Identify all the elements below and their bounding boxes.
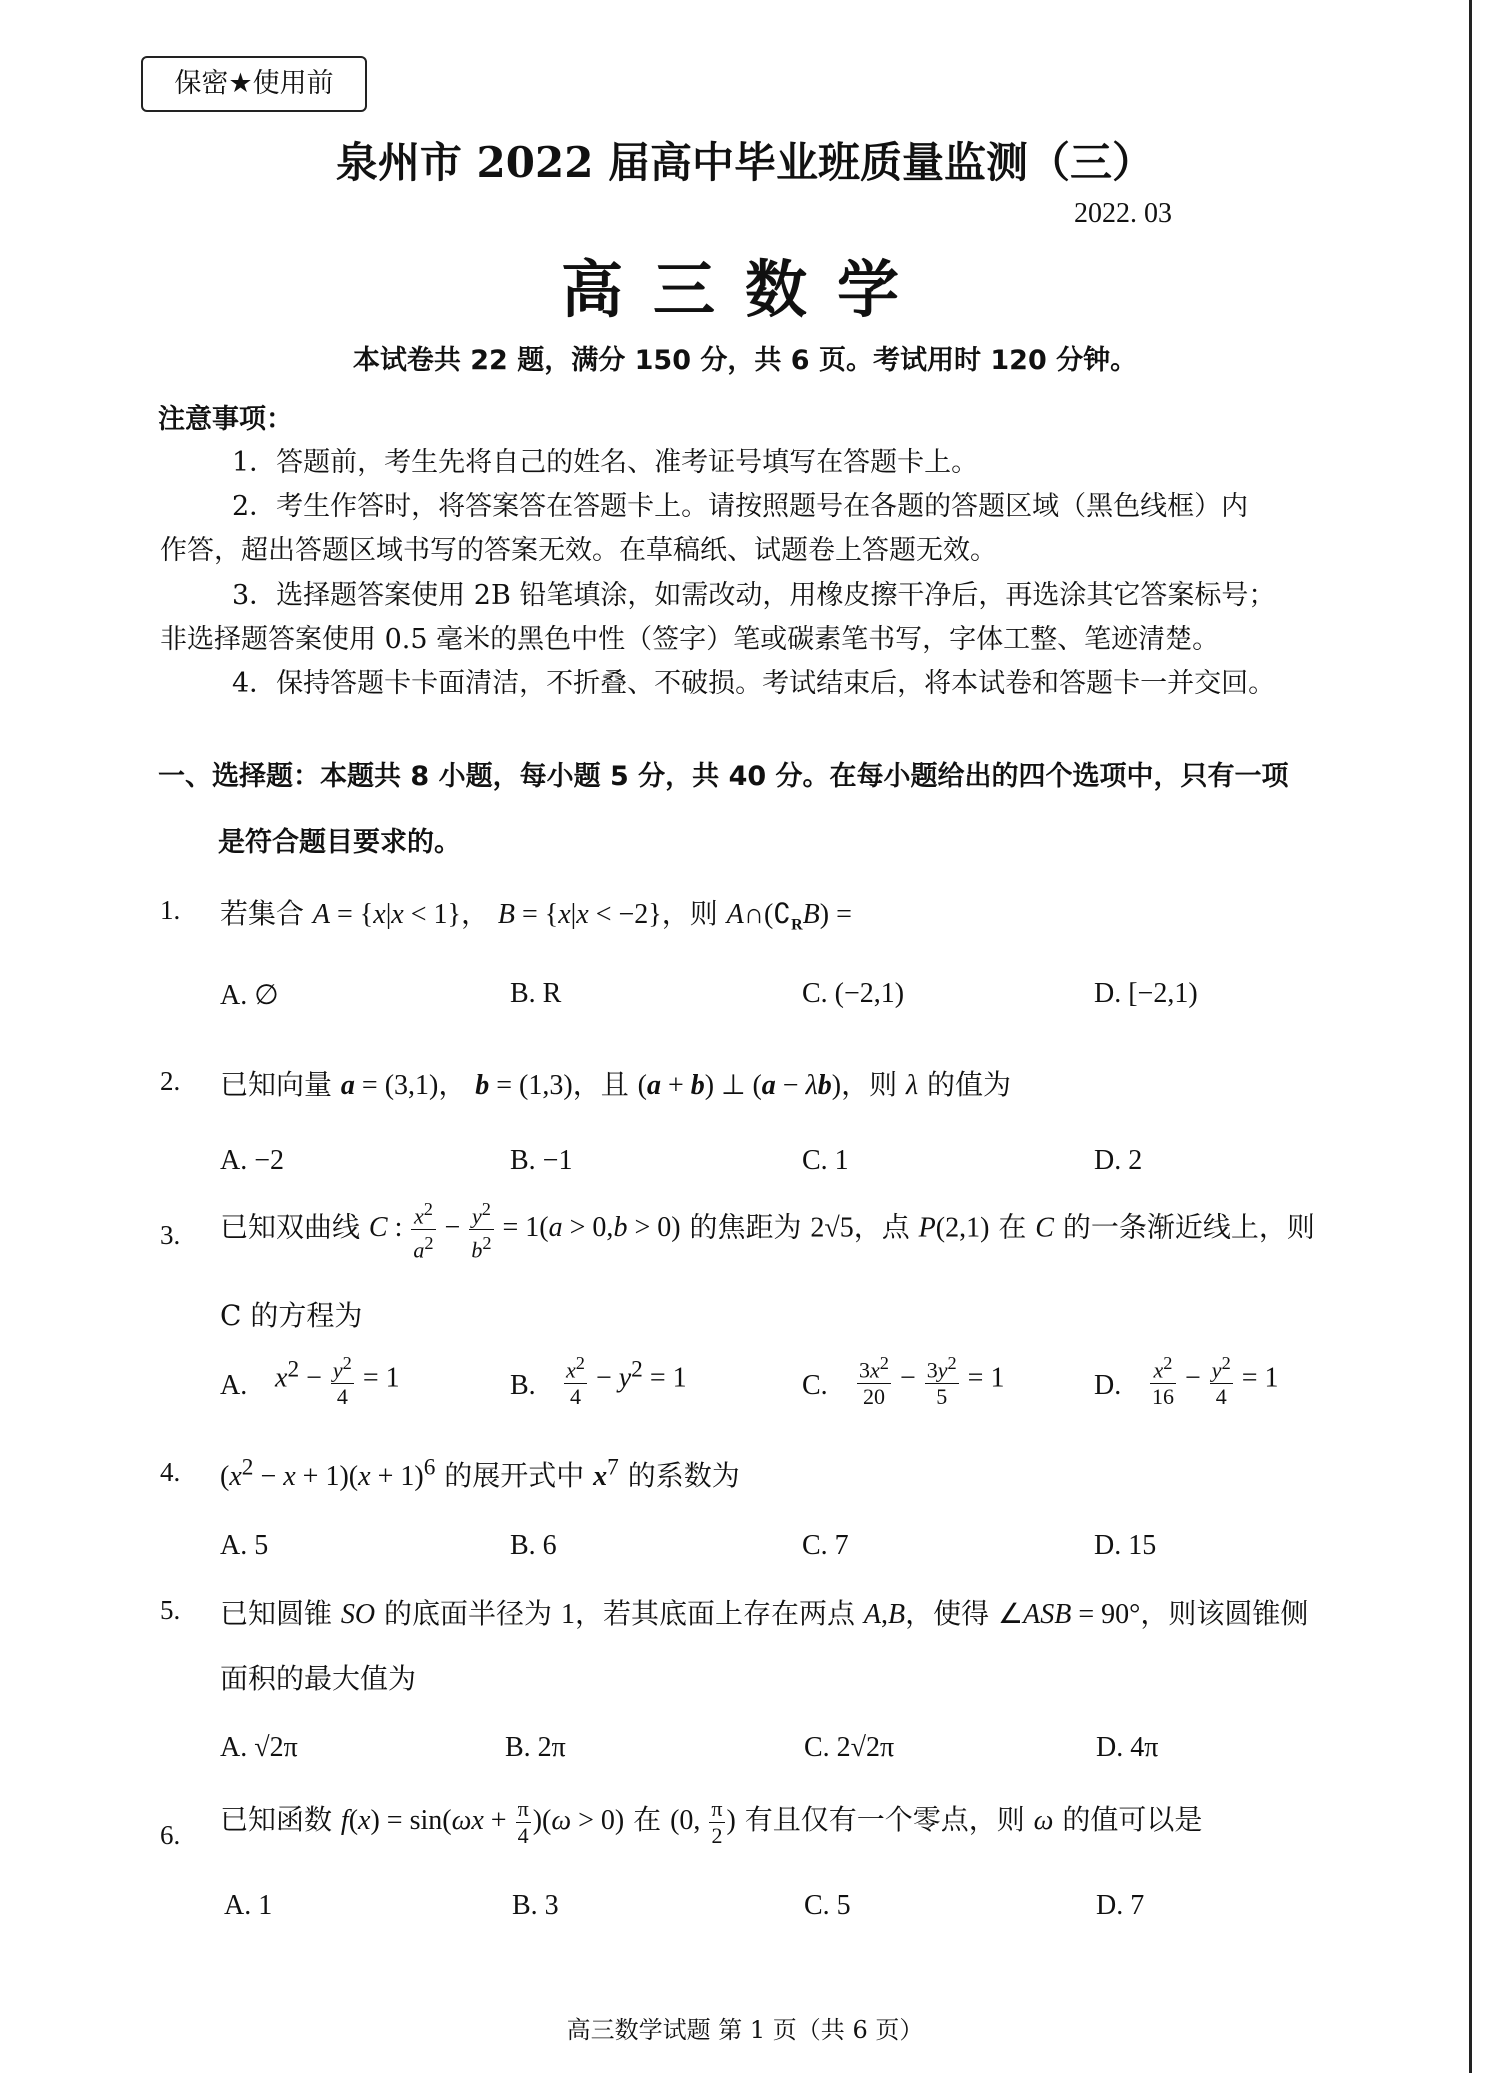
- exam-info: 本试卷共 22 题，满分 150 分，共 6 页。考试用时 120 分钟。: [352, 345, 1138, 376]
- question-number: 3.: [160, 1220, 181, 1250]
- question-3-text: 已知双曲线 C : $\frac{x^2}{a^2}$ − $\frac{y^2}{b^2}$ = 1(a > 0,b > 0) 的焦距为 2√5，点 P(2,1) 在 C 的一条渐近线上，则: [220, 1199, 1315, 1263]
- option-3b-formula: $\frac{x^2}{4}$ − $y^2 = 1$: [566, 1353, 687, 1410]
- option: B. R: [510, 978, 562, 1009]
- notice-line: 非选择题答案使用 0.5 毫米的黑色中性（签字）笔或碳素笔书写，字体工整、笔迹清楚。: [160, 624, 1220, 655]
- question-number: 1.: [160, 895, 181, 925]
- option: B. −1: [510, 1145, 573, 1176]
- option: D. 2: [1094, 1145, 1143, 1176]
- notice-line: 2．考生作答时，将答案答在答题卡上。请按照题号在各题的答题区域（黑色线框）内: [232, 491, 1249, 522]
- option: C. 2√2π: [804, 1732, 895, 1763]
- option: A. −2: [220, 1145, 285, 1176]
- question-5-text: 已知圆锥 SO 的底面半径为 1，若其底面上存在两点 A,B，使得 ∠ASB = 90°，则该圆锥侧: [220, 1597, 1309, 1630]
- page-footer: 高三数学试题 第 1 页（共 6 页）: [566, 2016, 924, 2044]
- question-4-text: $(x^2 - x + 1)(x + 1)^6$ 的展开式中 $x^7$ 的系数为: [220, 1454, 740, 1492]
- question-2-text: 已知向量 a = (3,1)， b = (1,3)，且 (a + b) ⊥ (a − λb)，则 λ 的值为: [220, 1068, 1012, 1101]
- option: A. ∅: [220, 980, 279, 1011]
- subject-title: 高三数学: [560, 253, 929, 326]
- option-3c-formula: $\frac{3x^2}{20}$ − $\frac{3y^2}{5}$ = 1: [859, 1353, 1005, 1410]
- option: C. 5: [804, 1890, 851, 1921]
- question-1-text: 若集合 A = {x|x < 1}， B = {x|x < −2}，则 $A\cap(∁_RB)$ =: [220, 897, 852, 934]
- option: D. 15: [1094, 1530, 1157, 1561]
- notice-line: 4．保持答题卡卡面清洁，不折叠、不破损。考试结束后，将本试卷和答题卡一并交回。: [232, 668, 1276, 699]
- option: A. 1: [224, 1890, 273, 1921]
- question-3-text-line2: C 的方程为: [220, 1299, 363, 1332]
- question-number: 6.: [160, 1820, 181, 1850]
- option: C. (−2,1): [802, 978, 905, 1009]
- exam-date: 2022. 03: [1074, 198, 1172, 229]
- option-letter: A.: [220, 1370, 248, 1401]
- exam-title: 泉州市 2022 届高中毕业班质量监测（三）: [335, 138, 1155, 187]
- option: A. 5: [220, 1530, 269, 1561]
- option: B. 2π: [505, 1732, 566, 1763]
- section-title: 一、选择题：本题共 8 小题，每小题 5 分，共 40 分。在每小题给出的四个选项中，只有一项: [158, 761, 1289, 792]
- section-title: 是符合题目要求的。: [218, 827, 461, 858]
- option: A. √2π: [220, 1732, 298, 1763]
- question-number: 5.: [160, 1595, 181, 1625]
- option: C. 1: [802, 1145, 849, 1176]
- option: C. 7: [802, 1530, 849, 1561]
- question-number: 4.: [160, 1457, 181, 1487]
- option-letter: D.: [1094, 1370, 1122, 1401]
- option-letter: C.: [802, 1370, 828, 1401]
- option: D. 7: [1096, 1890, 1145, 1921]
- option: B. 3: [512, 1890, 559, 1921]
- question-5-text-line2: 面积的最大值为: [220, 1662, 417, 1695]
- option-letter: B.: [510, 1370, 536, 1401]
- question-6-text: 已知函数 f(x) = sin(ωx + $\frac{\pi}{4}$ )(ω > 0) 在 (0, $\frac{\pi}{2}$ ) 有且仅有一个零点，则 ω 的值可以是: [220, 1796, 1203, 1848]
- option: B. 6: [510, 1530, 557, 1561]
- question-number: 2.: [160, 1066, 181, 1096]
- notice-line: 作答，超出答题区域书写的答案无效。在草稿纸、试题卷上答题无效。: [160, 535, 997, 566]
- notice-title: 注意事项：: [158, 404, 293, 435]
- option-3a-formula: $x^2$ − $\frac{y^2}{4}$ = 1: [275, 1353, 400, 1410]
- confidential-badge: 保密★使用前: [141, 56, 367, 112]
- notice-line: 1．答题前，考生先将自己的姓名、准考证号填写在答题卡上。: [232, 447, 979, 478]
- notice-line: 3．选择题答案使用 2B 铅笔填涂，如需改动，用橡皮擦干净后，再选涂其它答案标号；: [232, 580, 1276, 611]
- option: D. 4π: [1096, 1732, 1159, 1763]
- option: D. [−2,1): [1094, 978, 1198, 1009]
- option-3d-formula: $\frac{x^2}{16}$ − $\frac{y^2}{4}$ = 1: [1152, 1353, 1279, 1410]
